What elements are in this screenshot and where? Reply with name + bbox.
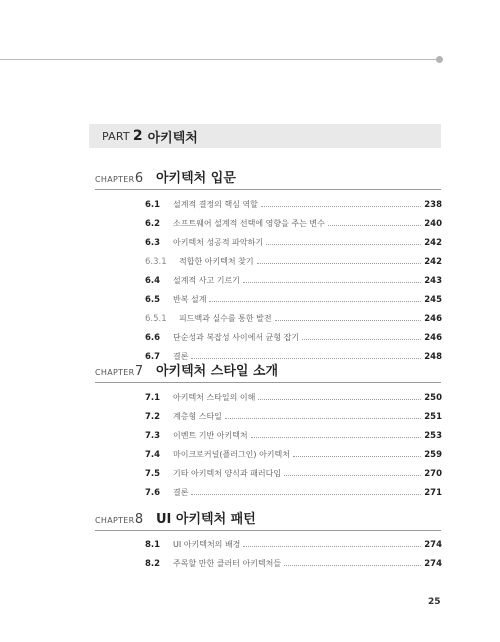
entry-title: 결론 bbox=[173, 352, 189, 361]
chapter-8-heading bbox=[95, 508, 441, 527]
entry-number: 7.3 bbox=[145, 430, 161, 441]
toc-entry[interactable] bbox=[145, 483, 442, 502]
entry-number: 6.7 bbox=[145, 351, 161, 362]
part-heading bbox=[89, 124, 441, 148]
entry-title: 아키텍처 성공적 파악하기 bbox=[173, 238, 264, 247]
dot-leader bbox=[261, 206, 421, 207]
entry-page: 246 bbox=[424, 332, 442, 343]
dot-leader bbox=[225, 418, 421, 419]
entry-number: 7.4 bbox=[145, 449, 161, 460]
toc-entry[interactable] bbox=[145, 195, 442, 214]
chapter-title: UI 아키텍처 패턴 bbox=[156, 512, 256, 527]
entry-page: 271 bbox=[424, 487, 442, 498]
entry-title: 설계적 사고 기르기 bbox=[173, 276, 240, 285]
chapter-label: CHAPTER bbox=[95, 175, 135, 184]
toc-entry[interactable] bbox=[145, 388, 442, 407]
dot-leader bbox=[328, 225, 421, 226]
entry-page: 253 bbox=[424, 430, 442, 441]
entry-number: 7.2 bbox=[145, 411, 161, 422]
chapter-rule bbox=[95, 189, 441, 190]
toc-subentry[interactable] bbox=[145, 309, 442, 328]
toc-entry[interactable] bbox=[145, 233, 442, 252]
entry-number: 6.5 bbox=[145, 294, 161, 305]
entry-page: 238 bbox=[424, 199, 442, 210]
entry-number: 8.1 bbox=[145, 539, 161, 550]
entry-number: 6.3.1 bbox=[145, 256, 167, 267]
chapter-label: CHAPTER bbox=[95, 368, 135, 377]
entry-title: 설계적 결정의 핵심 역할 bbox=[173, 200, 258, 209]
chapter-6-heading bbox=[95, 167, 441, 186]
entry-title: 반복 설계 bbox=[173, 295, 207, 304]
toc-entry[interactable] bbox=[145, 407, 442, 426]
entry-number: 6.4 bbox=[145, 275, 161, 286]
chapter-rule bbox=[95, 382, 441, 383]
header-dot-ornament bbox=[436, 56, 443, 63]
entry-number: 6.5.1 bbox=[145, 313, 167, 324]
toc-entry[interactable] bbox=[145, 271, 442, 290]
dot-leader bbox=[284, 475, 421, 476]
dot-leader bbox=[243, 546, 421, 547]
toc-entry[interactable] bbox=[145, 554, 442, 573]
entry-number: 7.5 bbox=[145, 468, 161, 479]
toc-entry[interactable] bbox=[145, 290, 442, 309]
entry-title: 적합한 아키텍처 찾기 bbox=[179, 257, 254, 266]
chapter-number: 6 bbox=[134, 171, 144, 186]
entry-title: 결론 bbox=[173, 488, 189, 497]
part-title: 아키텍처 bbox=[147, 130, 198, 146]
chapter-title: 아키텍처 스타일 소개 bbox=[156, 364, 279, 379]
chapter-7-entries bbox=[145, 388, 442, 502]
page-number: 25 bbox=[428, 597, 441, 607]
chapter-number: 7 bbox=[134, 364, 144, 379]
entry-title: 기타 아키텍처 양식과 패러다임 bbox=[173, 469, 282, 478]
dot-leader bbox=[293, 456, 421, 457]
entry-page: 246 bbox=[424, 313, 442, 324]
chapter-rule bbox=[95, 530, 441, 531]
dot-leader bbox=[209, 301, 421, 302]
entry-title: 이벤트 기반 아키텍처 bbox=[173, 431, 248, 440]
entry-page: 274 bbox=[424, 558, 442, 569]
entry-page: 251 bbox=[424, 411, 442, 422]
dot-leader bbox=[284, 565, 421, 566]
dot-leader bbox=[191, 358, 421, 359]
entry-title: 계층형 스타일 bbox=[173, 412, 222, 421]
entry-title: 아키텍처 스타일의 이해 bbox=[173, 393, 256, 402]
entry-page: 240 bbox=[424, 218, 442, 229]
chapter-label: CHAPTER bbox=[95, 516, 135, 525]
entry-title: UI 아키텍처의 배경 bbox=[173, 540, 241, 549]
entry-title: 마이크로커널(플러그인) 아키텍처 bbox=[173, 450, 290, 459]
chapter-number: 8 bbox=[134, 512, 144, 527]
entry-page: 274 bbox=[424, 539, 442, 550]
entry-page: 242 bbox=[424, 237, 442, 248]
entry-number: 6.6 bbox=[145, 332, 161, 343]
entry-page: 270 bbox=[424, 468, 442, 479]
entry-page: 259 bbox=[424, 449, 442, 460]
toc-entry[interactable] bbox=[145, 464, 442, 483]
dot-leader bbox=[251, 437, 422, 438]
entry-number: 7.1 bbox=[145, 392, 161, 403]
toc-entry[interactable] bbox=[145, 445, 442, 464]
toc-entry[interactable] bbox=[145, 214, 442, 233]
dot-leader bbox=[243, 282, 421, 283]
chapter-7-heading bbox=[95, 360, 441, 379]
part-number: 2 bbox=[132, 128, 143, 144]
entry-number: 8.2 bbox=[145, 558, 161, 569]
dot-leader bbox=[257, 263, 422, 264]
entry-number: 6.1 bbox=[145, 199, 161, 210]
entry-title: 주목할 만한 클러터 아키텍처들 bbox=[173, 559, 282, 568]
toc-entry[interactable] bbox=[145, 426, 442, 445]
entry-page: 248 bbox=[424, 351, 442, 362]
toc-subentry[interactable] bbox=[145, 252, 442, 271]
part-label: PART bbox=[102, 129, 130, 143]
entry-number: 6.2 bbox=[145, 218, 161, 229]
toc-entry[interactable] bbox=[145, 535, 442, 554]
entry-page: 242 bbox=[424, 256, 442, 267]
dot-leader bbox=[266, 244, 421, 245]
header-rule bbox=[0, 59, 440, 60]
chapter-8-entries bbox=[145, 535, 442, 573]
entry-title: 피드백과 실수를 통한 발전 bbox=[179, 314, 272, 323]
entry-title: 단순성과 복잡성 사이에서 균형 잡기 bbox=[173, 333, 300, 342]
chapter-6-entries bbox=[145, 195, 442, 366]
dot-leader bbox=[275, 320, 422, 321]
entry-number: 6.3 bbox=[145, 237, 161, 248]
entry-number: 7.6 bbox=[145, 487, 161, 498]
dot-leader bbox=[258, 399, 421, 400]
entry-page: 243 bbox=[424, 275, 442, 286]
dot-leader bbox=[302, 339, 421, 340]
chapter-title: 아키텍처 입문 bbox=[156, 171, 236, 186]
entry-page: 245 bbox=[424, 294, 442, 305]
entry-page: 250 bbox=[424, 392, 442, 403]
entry-title: 소프트웨어 설계적 선택에 영향을 주는 변수 bbox=[173, 219, 325, 228]
toc-entry[interactable] bbox=[145, 328, 442, 347]
dot-leader bbox=[191, 494, 421, 495]
